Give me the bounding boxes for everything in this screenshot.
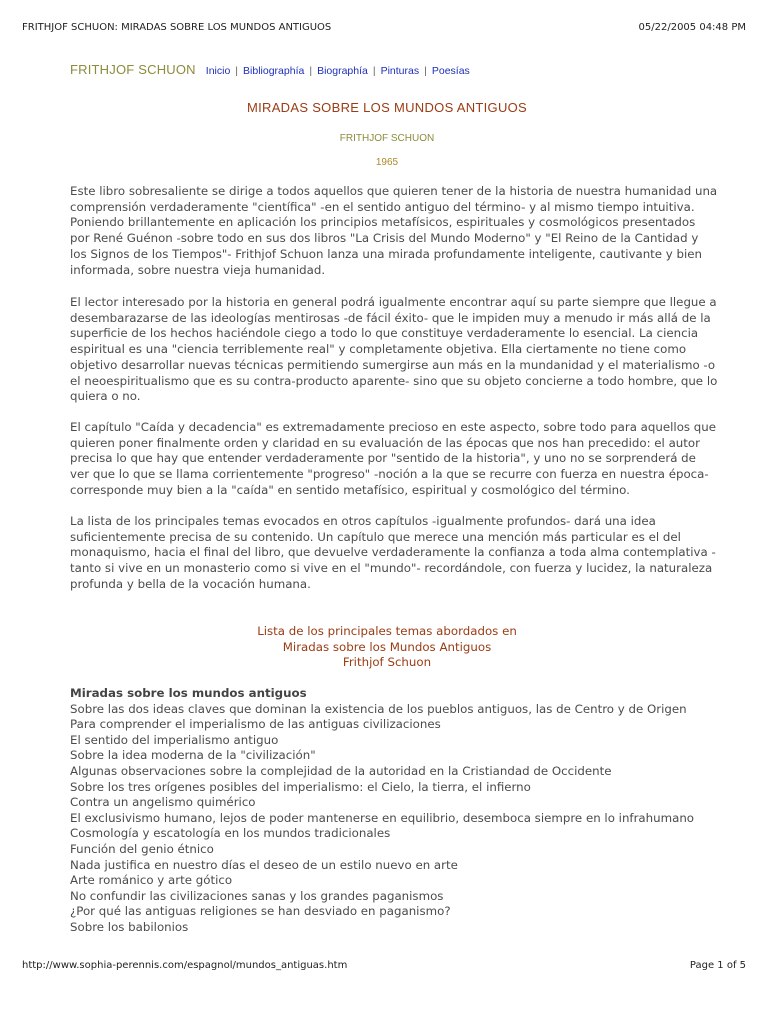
nav-link-bibliographia[interactable]: Bibliographía xyxy=(243,65,305,77)
nav-separator: | xyxy=(372,65,376,77)
topic-item: El sentido del imperialismo antiguo xyxy=(70,732,279,747)
nav-link-biographia[interactable]: Biographía xyxy=(317,65,368,77)
print-header-datetime: 05/22/2005 04:48 PM xyxy=(638,22,746,33)
document-author: FRITHJOF SCHUON xyxy=(339,133,435,144)
chapter-paragraph: El capítulo "Caída y decadencia" es extremadamente precioso en este aspecto, sobre todo para aquellos que quieren poner finalmente orden y claridad en su evaluación de las épocas que nos han precedido: el autor precisa lo que hay que entender verdaderamente por "sentido de la historia", y uno no se sorprenderá de ver que lo que se llama corrientemente "progreso" -noción a la que se recurre con fuerza en nuestra época- corresponde muy bien a la "caída" en sentido metafísico, espiritual y cosmológico del término. xyxy=(70,420,717,497)
print-footer-page: Page 1 of 5 xyxy=(689,960,746,971)
topic-item: ¿Por qué las antiguas religiones se han desviado en paganismo? xyxy=(70,904,451,919)
topic-item: Algunas observaciones sobre la complejidad de la autoridad en la Cristiandad de Occidente xyxy=(70,763,612,778)
reader-paragraph: El lector interesado por la historia en general podrá igualmente encontrar aquí su parte siempre que llegue a desembarazarse de las ideologías mentirosas -de fácil éxito- que le impiden muy a menudo ir más allá de la superficie de los hechos haciéndole ciego a todo lo que constituye verdaderamente lo esencial. La ciencia espiritual es una "ciencia terriblemente real" y completamente objetiva. Ella ciertamente no tiene como objetivo desarrollar nuevas técnicas permitiendo sumergirse aun más en la mundanidad y el materialismo -o el neoespiritualismo que es su contra-producto aparente- sino que su objeto concierne a todo hombre, que lo quiera o no. xyxy=(70,295,718,404)
site-navigation xyxy=(70,62,710,82)
print-footer xyxy=(22,960,746,974)
section-title: Miradas sobre los mundos antiguos xyxy=(70,686,307,700)
nav-separator: | xyxy=(309,65,313,77)
topic-item: Función del genio étnico xyxy=(70,841,214,856)
topic-item: Arte románico y arte gótico xyxy=(70,873,233,888)
topics-heading-line: Lista de los principales temas abordados en xyxy=(257,624,517,638)
print-header-title: FRITHJOF SCHUON: MIRADAS SOBRE LOS MUNDOS ANTIGUOS xyxy=(22,22,332,33)
document-title: MIRADAS SOBRE LOS MUNDOS ANTIGUOS xyxy=(246,100,528,115)
document-year: 1965 xyxy=(375,157,399,168)
nav-link-poesias[interactable]: Poesías xyxy=(431,65,470,77)
nav-separator: | xyxy=(424,65,427,77)
topic-item: Sobre los tres orígenes posibles del imperialismo: el Cielo, la tierra, el infierno xyxy=(70,779,531,794)
print-footer-url: http://www.sophia-perennis.com/espagnol/mundos_antiguas.htm xyxy=(22,960,348,971)
topic-item: Contra un angelismo quimérico xyxy=(70,795,256,810)
print-header xyxy=(22,22,746,36)
topic-item: Sobre las dos ideas claves que dominan la existencia de los pueblos antiguos, las de Centro y de Origen xyxy=(70,701,687,716)
topics-list xyxy=(70,702,718,936)
topic-item: No confundir las civilizaciones sanas y los grandes paganismos xyxy=(70,888,444,903)
topics-heading-line: Miradas sobre los Mundos Antiguos xyxy=(282,639,492,654)
topics-heading xyxy=(70,624,704,671)
topic-item: El exclusivismo humano, lejos de poder mantenerse en equilibrio, desemboca siempre en lo infrahumano xyxy=(70,810,695,825)
topic-item: Sobre los babilonios xyxy=(70,919,189,934)
topics-intro-paragraph: La lista de los principales temas evocados en otros capítulos -igualmente profundos- dará una idea suficientemente precisa de su contenido. Un capítulo que merece una mención más particular es el del monaquismo, hacia el final del libro, que devuelve verdaderamente la confianza a toda alma contemplativa -tanto si vive en un monasterio como si vive en el "mundo"- recordándole, con fuerza y lucidez, la naturaleza profunda y bella de la vocación humana. xyxy=(70,514,716,591)
topic-item: Nada justifica en nuestro días el deseo de un estilo nuevo en arte xyxy=(70,857,458,872)
nav-links xyxy=(206,65,470,77)
topics-heading-line: Frithjof Schuon xyxy=(342,655,432,670)
nav-link-pinturas[interactable]: Pinturas xyxy=(380,65,420,77)
topic-item: Sobre la idea moderna de la "civilización" xyxy=(70,748,316,763)
topic-item: Cosmología y escatología en los mundos tradicionales xyxy=(70,826,391,841)
topics-section xyxy=(70,686,718,936)
site-brand: FRITHJOF SCHUON xyxy=(70,62,196,77)
topic-item: Para comprender el imperialismo de las antiguas civilizaciones xyxy=(70,717,441,732)
nav-separator: | xyxy=(235,65,239,77)
intro-paragraph: Este libro sobresaliente se dirige a todos aquellos que quieren tener de la historia de nuestra humanidad una comprensión verdaderamente "científica" -en el sentido antiguo del término- y al mismo tiempo intuitiva. Poniendo brillantemente en aplicación los principios metafísicos, espirituales y cosmológicos presentados por René Guénon -sobre todo en sus dos libros "La Crisis del Mundo Moderno" y "El Reino de la Cantidad y los Signos de los Tiempos"- Frithjof Schuon lanza una mirada profundamente inteligente, cautivante y bien informada, sobre nuestra vieja humanidad. xyxy=(70,184,718,277)
nav-link-inicio[interactable]: Inicio xyxy=(205,65,231,77)
